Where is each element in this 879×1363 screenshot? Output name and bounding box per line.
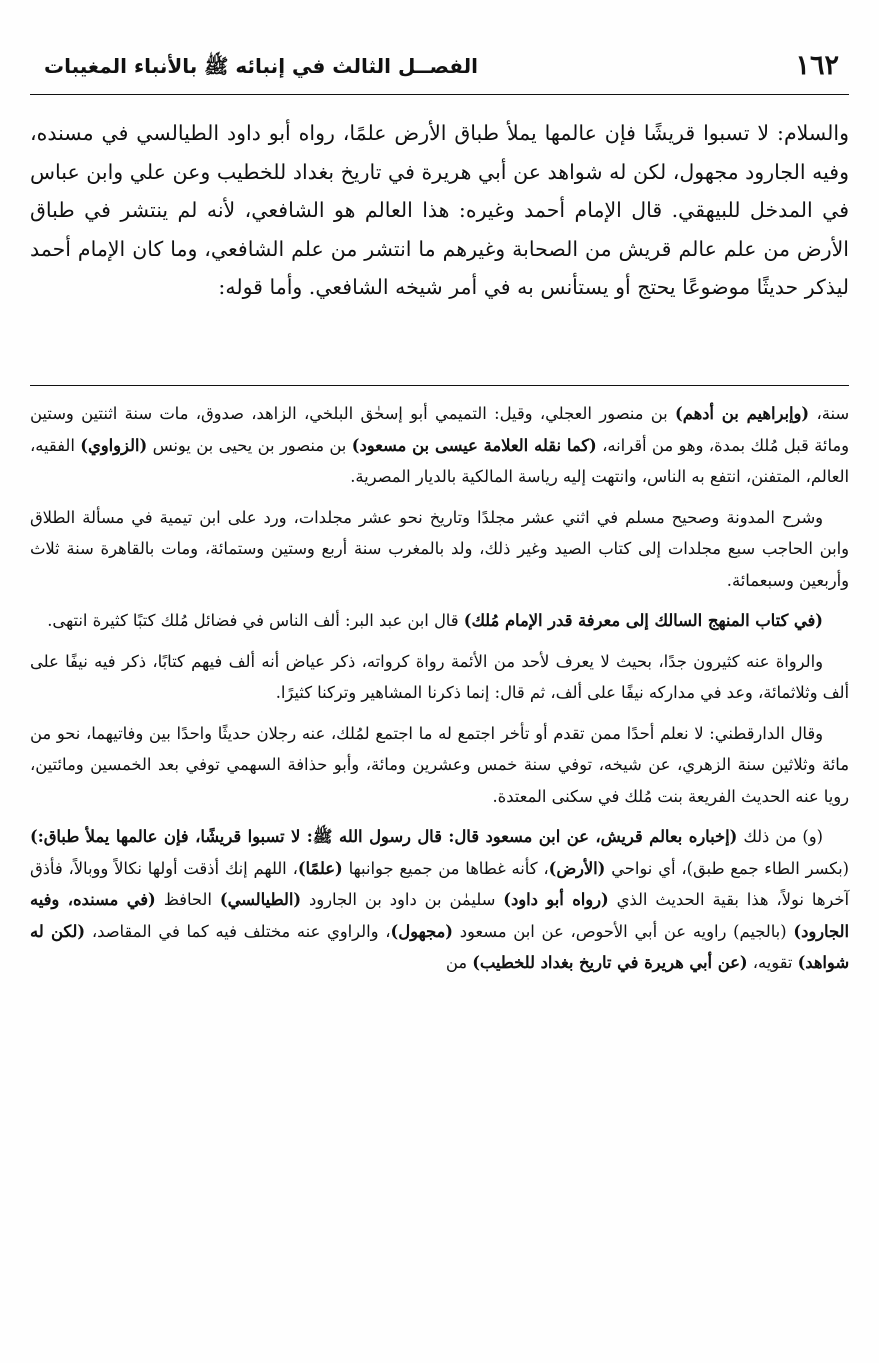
bold-span: (وإبراهيم بن أدهم) [675, 404, 810, 423]
text-span: الفقيه، العالم، المتفنن، انتفع به الناس، وانتهت إليه رياسة المالكية بالديار المصرية. [30, 435, 849, 486]
bold-span: (لكن له شواهد) [30, 921, 849, 972]
commentary [30, 398, 849, 988]
text-span: ، كأنه غطاها من جميع جوانبها [342, 858, 549, 878]
bold-span: (رواه أبو داود) [503, 890, 609, 909]
text-span: بن منصور العجلي، وقيل: التميمي أبو إسحٰق البلخي، الزاهد، صدوق، مات سنة اثنتين وستين ومائة قبل مُلك بمدة، وهو من أقرانه، [30, 404, 850, 455]
text-span: ، والراوي عنه مختلف فيه كما في المقاصد، [85, 921, 391, 941]
text-span: قال ابن عبد البر: ألف الناس في فضائل مُلك كتبًا كثيرة انتهى. [47, 611, 464, 630]
commentary-paragraph-3 [30, 605, 849, 637]
bold-span: (علمًا) [297, 858, 343, 878]
commentary-paragraph-1 [30, 398, 849, 493]
text-span: (بكسر الطاء جمع طبق)، أي نواحي [605, 858, 849, 878]
text-span: بن منصور بن يحيى بن يونس [147, 435, 352, 455]
text-span: (بالجيم) راويه عن أبي الأحوص، عن ابن مسعود [452, 921, 794, 941]
page-header [30, 50, 849, 95]
commentary-paragraph-4: والرواة عنه كثيرون جدًا، بحيث لا يعرف لأحد من الأئمة رواة كرواته، ذكر عياض أنه ألف فيهم كتابًا، ذكر فيه نيفًا على ألف وثلاثمائة، وعد في مداركه نيفًا على ألف، ثم قال: إنما ذكرنا المشاهير وتركنا كثيرًا. [30, 651, 849, 702]
bold-span: (في كتاب المنهج السالك إلى معرفة قدر الإمام مُلك) [463, 611, 823, 630]
bold-span: (في مسنده، وفيه الجارود) [30, 890, 849, 941]
text-span: من [445, 953, 473, 972]
running-title: الفصــل الثالث في إنبائه ﷺ بالأنباء المغيبات [44, 54, 478, 78]
bold-span: (الزواوي) [80, 435, 148, 455]
text-span: (و) من ذلك [737, 827, 823, 846]
page-number: ١٦٢ [795, 50, 839, 81]
bold-span: (الأرض) [548, 858, 606, 878]
text-span: ، اللهم إنك أذقت أولها نكالاً ووبالاً، فأذق آخرها نولاً، هذا بقية الحديث الذي [30, 858, 849, 909]
text-span: سليمٰن بن داود بن الجارود [301, 890, 504, 909]
bold-span: (كما نقله العلامة عيسى بن مسعود) [351, 435, 597, 455]
commentary-paragraph-5: وقال الدارقطني: لا نعلم أحدًا ممن تقدم أو تأخر اجتمع له ما اجتمع لمُلك، عنه رجلان حديثًا واحدًا بين وفاتيهما، نحو من مائة وثلاثين سنة الزهري، عن شيخه، توفي سنة خمس وعشرين ومائة، وأبو حذافة السهمي توفي بعد الخمسين ومائتين، رويا عنه الحديث الفريعة بنت مُلك في سكنى المعتدة. [30, 723, 849, 806]
text-span: تقويه، [747, 953, 798, 972]
text-span: الحافظ [155, 890, 220, 909]
text-span: سنة، [809, 404, 850, 423]
bold-span: (عن أبي هريرة في تاريخ بغداد للخطيب) [472, 953, 748, 972]
commentary-paragraph-6 [30, 821, 849, 979]
bold-span: (إخباره بعالم قريش، عن ابن مسعود قال: قال رسول الله ﷺ: لا تسبوا قريشًا، فإن عالمها يملأ طباق:) [30, 827, 738, 846]
page [30, 0, 849, 1363]
commentary-paragraph-2: وشرح المدونة وصحيح مسلم في اثني عشر مجلدًا وتاريخ نحو عشر مجلدات، ورد على ابن تيمية في مسألة الطلاق وابن الحاجب سبع مجلدات إلى كتاب الصيد وغير ذلك، ولد بالمغرب سنة أربع وستين وستمائة، ومات بالقاهرة سنة ثلاث وأربعين وسبعمائة. [30, 507, 849, 590]
bold-span: (الطيالسي) [219, 890, 302, 909]
footnote-divider [30, 385, 849, 386]
main-text: والسلام: لا تسبوا قريشًا فإن عالمها يملأ طباق الأرض علمًا، رواه أبو داود الطيالسي في مسنده، وفيه الجارود مجهول، لكن له شواهد عن أبي هريرة في تاريخ بغداد للخطيب وعن علي وابن عباس في المدخل للبيهقي. قال الإمام أحمد وغيره: هذا العالم هو الشافعي، لأنه لم ينتشر في طباق الأرض من علم عالم قريش من الصحابة وغيرهم ما انتشر من علم الشافعي، وما كان الإمام أحمد ليذكر حديثًا موضوعًا يحتج أو يستأنس به في أمر شيخه الشافعي. وأما قوله: [30, 121, 849, 299]
bold-span: (مجهول) [390, 921, 453, 941]
